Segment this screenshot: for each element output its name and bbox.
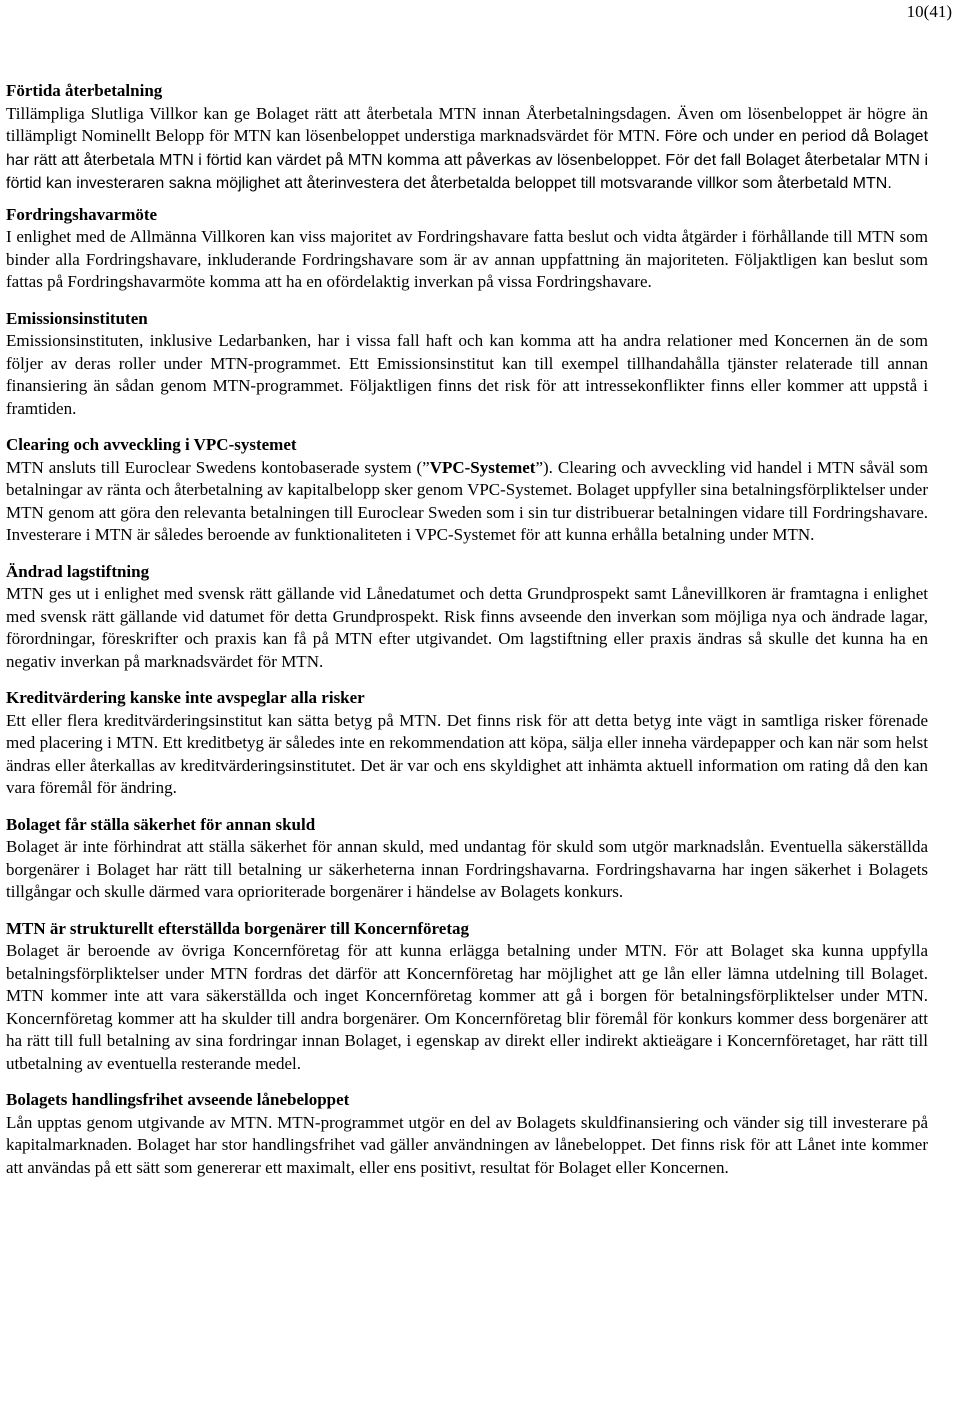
section-clearing-vpc [6,434,928,547]
section-paragraph: I enlighet med de Allmänna Villkoren kan viss majoritet av Fordringshavare fatta beslut och vidta åtgärder i förhållande till MTN som binder alla Fordringshavare, inkluderande Fordringshavare som är av annan uppfattning än majoriteten. Följaktligen kan beslut som fattas på Fordringshavarmöte komma att ha en ofördelaktig inverkan på vissa Fordringshavare. [6,227,928,291]
paragraph-text-2: Före och under en period då Bolaget har rätt att återbetala MTN i förtid kan värdet på MTN komma att påverkas av lösenbeloppet. [6,128,929,169]
section-heading: MTN är strukturellt efterställda borgenärer till Koncernföretag [6,918,470,938]
section-paragraph: Bolaget är beroende av övriga Koncernföretag för att kunna erlägga betalning under MTN. För att Bolaget ska kunna uppfylla betalningsförpliktelser under MTN fordras det därför att Koncernföretag har möjlighet att ge lån eller lämna utdelning till Bolaget. MTN kommer inte att vara säkerställda och inget Koncernföretag kommer att gå i borgen för betalningsförpliktelser under MTN. Koncernföretag kommer att ha skulder till andra borgenärer. Om Koncernföretag blir föremål för konkurs kommer dess borgenärer att ha rätt till full betalning av sina fordringar innan Bolaget, i egenskap av direkt eller indirekt aktieägare i Koncernföretaget, har rätt till utbetalning av eventuella resterande medel. [6,941,928,1073]
page-number: 10(41) [906,2,952,21]
section-heading: Bolaget får ställa säkerhet för annan skuld [6,814,316,834]
paragraph-text-pre: MTN ansluts till Euroclear Swedens kontobaserade system (” [6,457,430,477]
section-paragraph: Emissionsinstituten, inklusive Ledarbanken, har i vissa fall haft och kan komma att ha andra relationer med Koncernen än de som följer av deras roller under MTN-programmet. Ett Emissionsinstitut kan till exempel tillhandahålla tjänster relaterade till annan finansiering än sådan genom MTN-programmet. Följaktligen finns det risk för att intressekonflikter finns eller kommer att uppstå i framtiden. [6,331,928,418]
section-kreditvardering [6,687,928,800]
section-handlingsfrihet [6,1089,928,1179]
section-heading: Clearing och avveckling i VPC-systemet [6,435,297,454]
paragraph-text-3: För det fall Bolaget återbetalar MTN i förtid kan investeraren sakna möjlighet att återinvestera det återbetalda beloppet till motsvarande villkor som återbetald MTN. [6,151,928,192]
section-paragraph [6,103,928,196]
section-andrad-lagstiftning [6,561,928,674]
section-heading: Kreditvärdering kanske inte avspeglar alla risker [6,688,365,707]
section-heading: Bolagets handlingsfrihet avseende lånebeloppet [6,1090,350,1109]
section-fortida-aterbetalning [6,80,928,196]
section-sakerhet-annan-skuld [6,814,928,904]
section-heading: Ändrad lagstiftning [6,561,150,581]
section-paragraph: MTN ges ut i enlighet med svensk rätt gällande vid Lånedatumet och detta Grundprospekt samt Lånevillkoren är framtagna i enlighet med svensk rätt gällande vid datumet för detta Grundprospekt. Risk finns avseende den inverkan som möjliga nya och ändrade lagar, förordningar, föreskrifter och praxis kan få på MTN efter utgivandet. Om lagstiftning eller praxis ändras så skulle det kunna ha en negativ inverkan på marknadsvärdet för MTN. [6,584,928,671]
section-paragraph [6,457,928,547]
paragraph-text-1: Tillämpliga Slutliga Villkor kan ge Bolaget rätt att återbetala MTN innan Återbetalningsdagen. Även om lösenbeloppet är högre än tillämpligt Nominellt Belopp för MTN kan lösenbeloppet understiga marknadsvärdet för MTN. [6,103,928,145]
section-strukturellt-efterstallda [6,918,928,1076]
section-heading: Förtida återbetalning [6,81,163,100]
defined-term: VPC-Systemet [429,457,536,477]
section-paragraph: Bolaget är inte förhindrat att ställa säkerhet för annan skuld, med undantag för skuld som utgör marknadslån. Eventuella säkerställda borgenärer i Bolaget har rätt till betalning ur säkerheterna innan Fordringshavarna. Fordringshavarna har ingen säkerhet i Bolagets tillgångar och skulle därmed vara oprioriterade borgenärer i händelse av Bolagets konkurs. [6,837,928,901]
document-body [6,80,928,1179]
section-fordringshavarmote [6,204,928,294]
section-heading: Emissionsinstituten [6,308,148,328]
section-heading: Fordringshavarmöte [6,204,158,224]
section-paragraph: Lån upptas genom utgivande av MTN. MTN-programmet utgör en del av Bolagets skuldfinansiering och vänder sig till investerare på kapitalmarknaden. Bolaget har stor handlingsfrihet vad gäller användningen av lånebeloppet. Det finns risk för att Lånet inte kommer att användas på ett sätt som genererar ett maximalt, eller ens positivt, resultat för Bolaget eller Koncernen. [6,1112,928,1177]
section-emissionsinstituten [6,308,928,421]
section-paragraph: Ett eller flera kreditvärderingsinstitut kan sätta betyg på MTN. Det finns risk för att detta betyg inte vägt in samtliga risker förenade med placering i MTN. Ett kreditbetyg är således inte en rekommendation att köpa, sälja eller inneha värdepapper och kan när som helst ändras eller återkallas av kreditvärderingsinstitutet. Det är var och ens skyldighet att inhämta aktuell information om rating då den kan vara föremål för ändring. [6,710,928,797]
paragraph-text-post: ”). Clearing och avveckling vid handel i MTN såväl som betalningar av ränta och återbetalning av kapitalbelopp sker genom VPC-Systemet. Bolaget uppfyller sina betalningsförpliktelser under MTN genom att göra den relevanta betalningen till Euroclear Sweden som i sin tur distribuerar betalningen vidare till Fordringshavare. Investerare i MTN är således beroende av funktionaliteten i VPC-Systemet för att kunna erhålla betalning under MTN. [6,457,928,544]
